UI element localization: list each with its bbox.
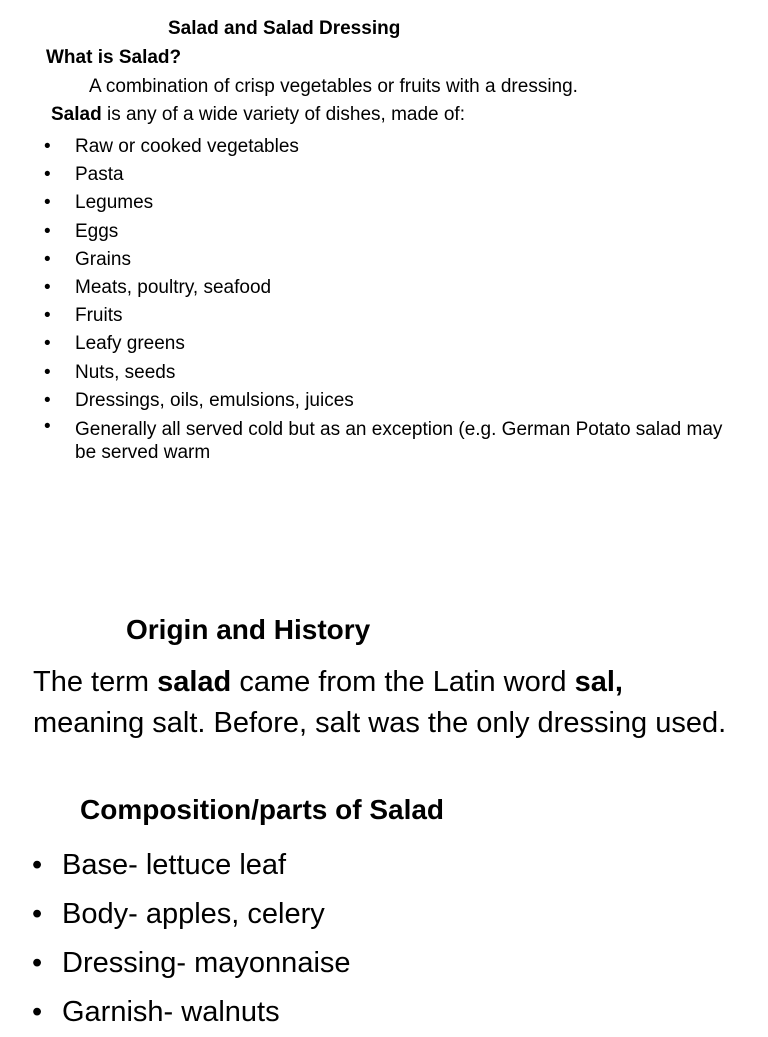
list-item: • Body- apples, celery [30,890,730,939]
origin-text-1: The term [33,666,158,698]
list-item: • Pasta [40,161,740,189]
salad-bold-word: Salad [51,104,102,125]
what-is-salad-heading: What is Salad? [46,47,182,68]
list-item: • Garnish- walnuts [30,988,730,1037]
salad-intro-rest: is any of a wide variety of dishes, made of: [101,104,465,125]
origin-text-2: came from the Latin word [231,666,575,698]
origin-text-3: meaning salt. Before, salt was the only dressing used. [33,707,727,739]
salad-intro-line [51,104,465,126]
origin-bold-salad: salad [157,666,232,698]
list-item: • Raw or cooked vegetables [40,133,740,161]
list-item: • Dressing- mayonnaise [30,939,730,988]
page-title: Salad and Salad Dressing [168,18,401,39]
salad-definition: A combination of crisp vegetables or fruits with a dressing. [89,76,578,97]
composition-list [30,841,730,1037]
list-item: • Dressings, oils, emulsions, juices [40,387,740,415]
origin-paragraph [33,662,733,744]
list-item: • Eggs [40,218,740,246]
ingredients-list [40,133,740,464]
list-item: • Grains [40,246,740,274]
list-item: • Fruits [40,302,740,330]
list-item: • Base- lettuce leaf [30,841,730,890]
composition-heading: Composition/parts of Salad [80,794,445,825]
origin-heading: Origin and History [126,614,371,645]
list-item: • Leafy greens [40,330,740,358]
list-item: • Nuts, seeds [40,359,740,387]
list-item: • Meats, poultry, seafood [40,274,740,302]
list-item: • Legumes [40,189,740,217]
origin-bold-sal: sal, [574,666,623,698]
list-item: • Generally all served cold but as an exception (e.g. German Potato salad may be served warm [40,415,740,464]
